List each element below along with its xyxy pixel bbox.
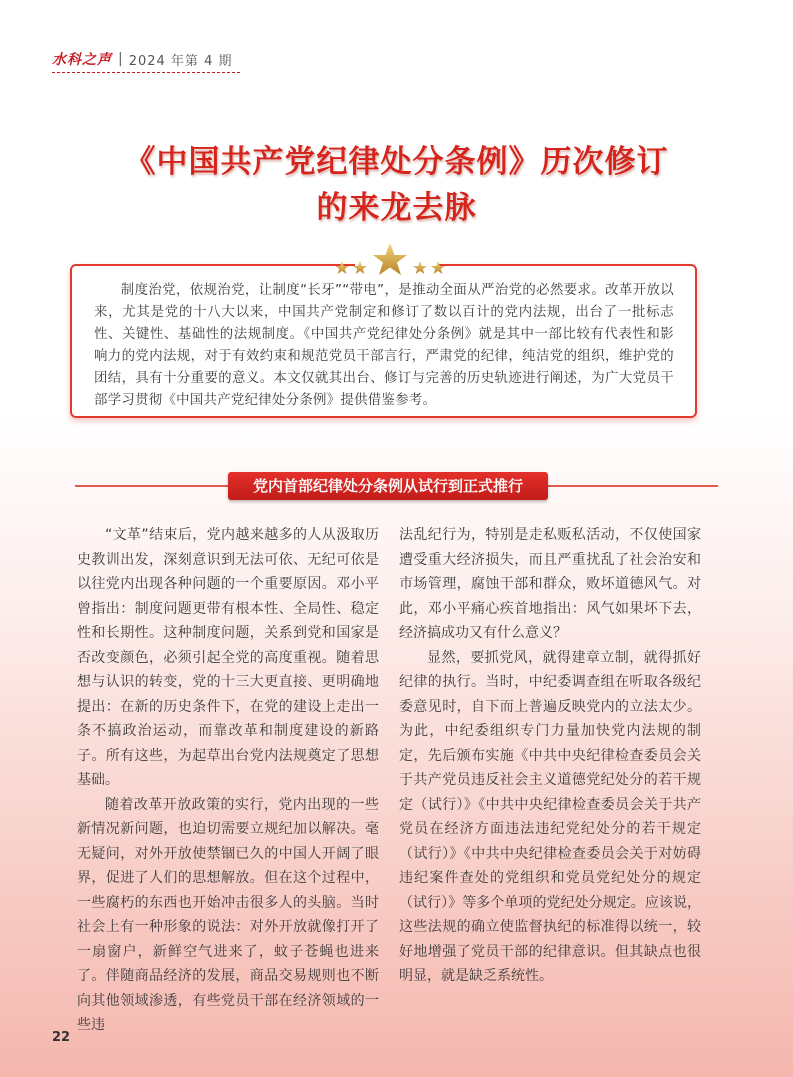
body-column-right — [399, 523, 701, 989]
star-small-icon — [431, 261, 445, 274]
article-title-line-2: 的来龙去脉 — [316, 190, 477, 226]
body-column-left — [77, 523, 379, 1038]
section-heading: 党内首部纪律处分条例从试行到正式推行 — [228, 472, 548, 500]
star-small-icon — [413, 261, 427, 274]
issue-label: 2024 年第 4 期 — [128, 53, 233, 69]
paragraph: 法乱纪行为，特别是走私贩私活动，不仅使国家遭受重大经济损失，而且严重扰乱了社会治安和市场管理，腐蚀干部和群众，败坏道德风气。对此，邓小平痛心疾首地指出：风气如果坏下去，经济搞成功又有什么意义？ — [399, 527, 701, 641]
running-header — [52, 49, 232, 69]
stars-ornament-icon — [334, 241, 446, 277]
abstract-text: 制度治党，依规治党，让制度“长牙”“带电”，是推动全面从严治党的必然要求。改革开放以来，尤其是党的十八大以来，中国共产党制定和修订了数以百计的党内法规，出台了一批标志性、关键性、基础性的法规制度。《中国共产党纪律处分条例》就是其中一部比较有代表性和影响力的党内法规，对于有效约束和规范党员干部言行，严肃党的纪律，纯洁党的组织，维护党的团结，具有十分重要的意义。本文仅就其出台、修订与完善的历史轨迹进行阐述，为广大党员干部学习贯彻《中国共产党纪律处分条例》提供借鉴参考。 — [94, 283, 674, 408]
paragraph: 显然，要抓党风，就得建章立制，就得抓好纪律的执行。当时，中纪委调查组在听取各级纪委意见时，自下而上普遍反映党内的立法太少。为此，中纪委组织专门力量加快党内法规的制定，先后颁布实施《中共中央纪律检查委员会关于共产党员违反社会主义道德党纪处分的若干规定（试行）》《中共中央纪律检查委员会关于共产党员在经济方面违法违纪党纪处分的若干规定（试行）》《中共中央纪律检查委员会关于对妨碍违纪案件查处的党组织和党员党纪处分的规定（试行）》等多个单项的党纪处分规定。应该说，这些法规的确立使监督执纪的标准得以统一，较好地增强了党员干部的纪律意识。但其缺点也很明显，就是缺乏系统性。 — [399, 649, 701, 984]
page-number: 22 — [52, 1030, 71, 1045]
star-large-icon — [373, 243, 407, 275]
paragraph: 随着改革开放政策的实行，党内出现的一些新情况新问题，也迫切需要立规纪加以解决。毫无疑问，对外开放使禁锢已久的中国人开阔了眼界，促进了人们的思想解放。但在这个过程中，一些腐朽的东西也开始冲击很多人的头脑。当时社会上有一种形象的说法：对外开放就像打开了一扇窗户，新鲜空气进来了，蚊子苍蝇也进来了。伴随商品经济的发展，商品交易规则也不断向其他领域渗透，有些党员干部在经济领域的一些违 — [77, 796, 379, 1033]
magazine-brand: 水科之声 — [52, 52, 112, 68]
header-underline — [52, 72, 240, 73]
article-title-line-1: 《中国共产党纪律处分条例》历次修订 — [124, 144, 669, 180]
star-small-icon — [353, 261, 367, 274]
star-small-icon — [335, 261, 349, 274]
paragraph: “文革”结束后，党内越来越多的人从汲取历史教训出发，深刻意识到无法可依、无纪可依是以往党内出现各种问题的一个重要原因。邓小平曾指出：制度问题更带有根本性、全局性、稳定性和长期性。这种制度问题，关系到党和国家是否改变颜色，必须引起全党的高度重视。随着思想与认识的转变，党的十三大更直接、更明确地提出：在新的历史条件下，在党的建设上走出一条不搞政治运动，而靠改革和制度建设的新路子。所有这些，为起草出台党内法规奠定了思想基础。 — [77, 527, 379, 788]
header-separator: | — [118, 51, 123, 67]
